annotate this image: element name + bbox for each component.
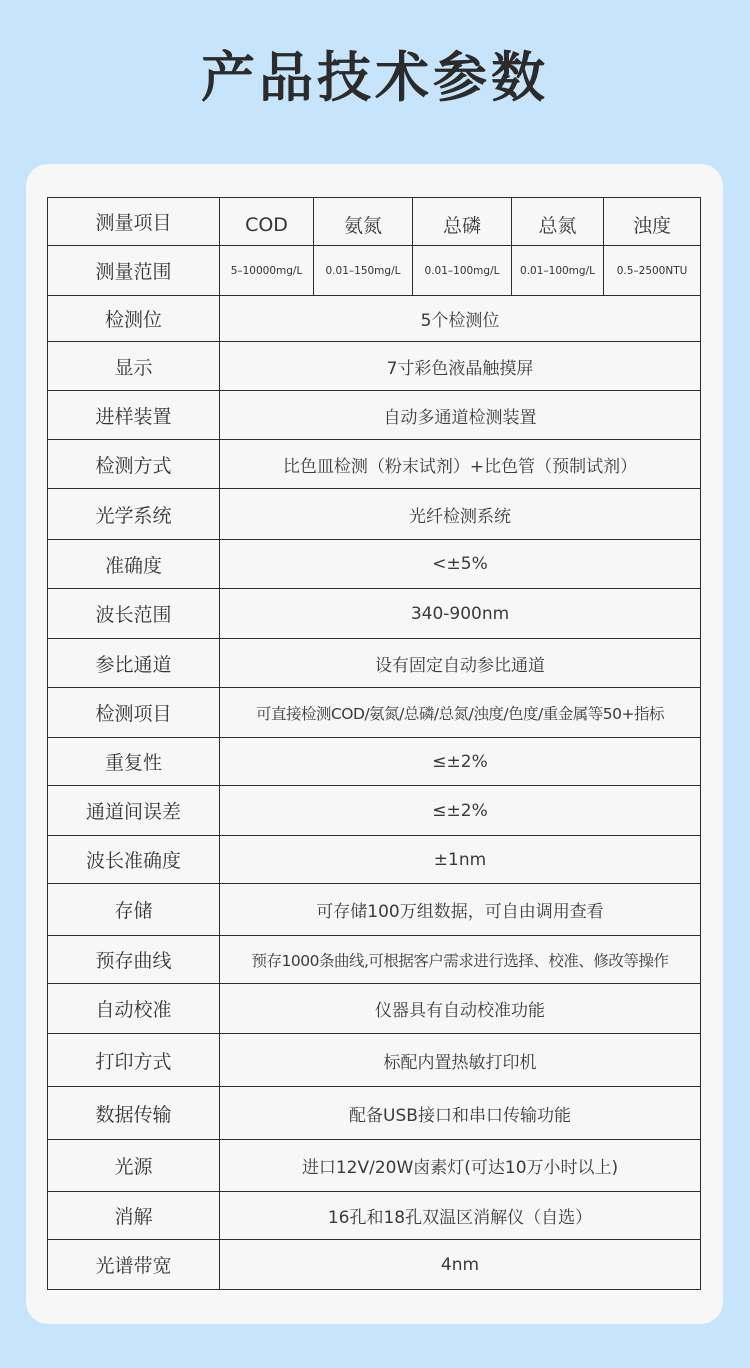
table-row (48, 440, 701, 489)
row-label: 光源 (48, 1140, 220, 1192)
item-nitrogen: 总氮 (512, 198, 604, 246)
row-label: 检测项目 (48, 688, 220, 738)
row-label: 光谱带宽 (48, 1240, 220, 1290)
row-label: 波长范围 (48, 589, 220, 639)
row-value: ≤±2% (220, 738, 701, 786)
row-value: ±1nm (220, 836, 701, 884)
table-row (48, 786, 701, 836)
row-label: 测量范围 (48, 246, 220, 296)
row-label: 自动校准 (48, 984, 220, 1034)
table-row (48, 540, 701, 589)
row-label: 存储 (48, 884, 220, 936)
row-value: 4nm (220, 1240, 701, 1290)
row-label: 准确度 (48, 540, 220, 589)
row-label: 检测方式 (48, 440, 220, 489)
page-title: 产品技术参数 (201, 46, 549, 109)
range-turbidity: 0.5–2500NTU (604, 246, 701, 296)
table-row (48, 296, 701, 342)
row-value: 仪器具有自动校准功能 (220, 984, 701, 1034)
item-turbidity: 浊度 (604, 198, 701, 246)
row-value: 预存1000条曲线,可根据客户需求进行选择、校准、修改等操作 (220, 936, 701, 984)
row-value: <±5% (220, 540, 701, 589)
row-label: 预存曲线 (48, 936, 220, 984)
table-row (48, 936, 701, 984)
row-value: 16孔和18孔双温区消解仪（自选） (220, 1192, 701, 1240)
row-label: 通道间误差 (48, 786, 220, 836)
row-value: 配备USB接口和串口传输功能 (220, 1087, 701, 1140)
table-row (48, 1034, 701, 1087)
table-row (48, 198, 701, 246)
table-row (48, 589, 701, 639)
row-value: 340-900nm (220, 589, 701, 639)
table-row (48, 836, 701, 884)
table-row (48, 342, 701, 391)
range-nitrogen: 0.01–100mg/L (512, 246, 604, 296)
row-label: 重复性 (48, 738, 220, 786)
row-label: 参比通道 (48, 639, 220, 688)
table-row (48, 246, 701, 296)
row-value: 自动多通道检测装置 (220, 391, 701, 440)
row-value: 可直接检测COD/氨氮/总磷/总氮/浊度/色度/重金属等50+指标 (220, 688, 701, 738)
row-value: 光纤检测系统 (220, 489, 701, 540)
item-ammonia: 氨氮 (314, 198, 413, 246)
table-row (48, 884, 701, 936)
table-row (48, 639, 701, 688)
row-value: 进口12V/20W卤素灯(可达10万小时以上) (220, 1140, 701, 1192)
row-label: 光学系统 (48, 489, 220, 540)
row-label: 消解 (48, 1192, 220, 1240)
row-value: 比色皿检测（粉末试剂）+比色管（预制试剂） (220, 440, 701, 489)
range-cod: 5–10000mg/L (220, 246, 314, 296)
row-value: 5个检测位 (220, 296, 701, 342)
table-row (48, 688, 701, 738)
row-value: ≤±2% (220, 786, 701, 836)
row-label: 打印方式 (48, 1034, 220, 1087)
row-label: 进样装置 (48, 391, 220, 440)
table-row (48, 391, 701, 440)
range-phosphorus: 0.01–100mg/L (413, 246, 512, 296)
row-label: 检测位 (48, 296, 220, 342)
row-label: 测量项目 (48, 198, 220, 246)
row-value: 可存储100万组数据，可自由调用查看 (220, 884, 701, 936)
table-row (48, 1087, 701, 1140)
item-phosphorus: 总磷 (413, 198, 512, 246)
table-row (48, 1140, 701, 1192)
range-ammonia: 0.01–150mg/L (314, 246, 413, 296)
row-value: 7寸彩色液晶触摸屏 (220, 342, 701, 391)
table-row (48, 738, 701, 786)
table-row (48, 489, 701, 540)
row-label: 波长准确度 (48, 836, 220, 884)
row-label: 显示 (48, 342, 220, 391)
spec-table (47, 197, 701, 1290)
table-row (48, 1192, 701, 1240)
row-value: 标配内置热敏打印机 (220, 1034, 701, 1087)
table-row (48, 1240, 701, 1290)
row-label: 数据传输 (48, 1087, 220, 1140)
row-value: 设有固定自动参比通道 (220, 639, 701, 688)
item-cod: COD (220, 198, 314, 246)
table-row (48, 984, 701, 1034)
